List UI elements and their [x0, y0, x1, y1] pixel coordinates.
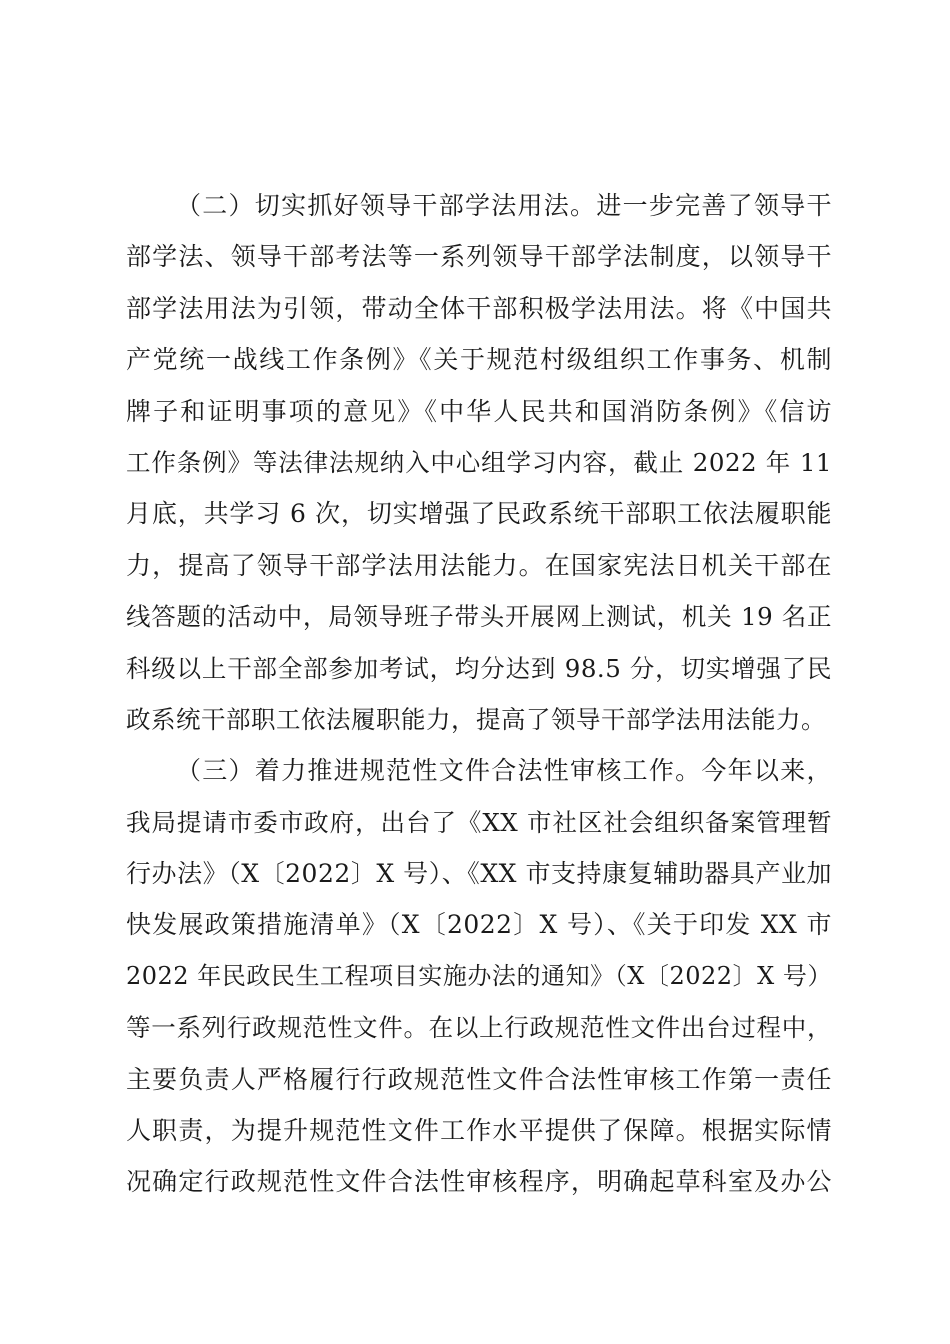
- paragraph-2-line-3: 部学法用法为引领，带动全体干部积极学法用法。将《中国共: [126, 293, 832, 323]
- paragraph-2-line-6: 工作条例》等法律法规纳入中心组学习内容，截止 2022 年 11: [126, 447, 832, 477]
- document-body: [126, 180, 832, 1208]
- paragraph-3-line-7: 主要负责人严格履行行政规范性文件合法性审核工作第一责任: [126, 1064, 832, 1094]
- paragraph-2-line-2: 部学法、领导干部考法等一系列领导干部学法制度，以领导干: [126, 242, 832, 272]
- paragraph-2-line-4: 产党统一战线工作条例》《关于规范村级组织工作事务、机制: [126, 345, 832, 375]
- paragraph-2-line-5: 牌子和证明事项的意见》《中华人民共和国消防条例》《信访: [126, 396, 832, 426]
- paragraph-3-line-9: 况确定行政规范性文件合法性审核程序，明确起草科室及办公: [126, 1167, 832, 1197]
- paragraph-2-line-8: 力，提高了领导干部学法用法能力。在国家宪法日机关干部在: [126, 550, 832, 580]
- paragraph-3-line-1: （三）着力推进规范性文件合法性审核工作。今年以来，: [176, 756, 832, 786]
- paragraph-3-line-5: 2022 年民政民生工程项目实施办法的通知》（X〔2022〕X 号）: [126, 961, 832, 990]
- paragraph-3-line-6: 等一系列行政规范性文件。在以上行政规范性文件出台过程中，: [126, 1013, 832, 1043]
- paragraph-2-line-7: 月底，共学习 6 次，切实增强了民政系统干部职工依法履职能: [126, 499, 832, 529]
- paragraph-3-line-3: 行办法》（X〔2022〕X 号）、《XX 市支持康复辅助器具产业加: [126, 859, 832, 889]
- paragraph-3-line-4: 快发展政策措施清单》（X〔2022〕X 号）、《关于印发 XX 市: [126, 910, 832, 940]
- paragraph-3-line-2: 我局提请市委市政府，出台了《XX 市社区社会组织备案管理暂: [126, 807, 832, 837]
- paragraph-2-line-9: 线答题的活动中，局领导班子带头开展网上测试，机关 19 名正: [126, 602, 832, 632]
- paragraph-3-line-8: 人职责，为提升规范性文件工作水平提供了保障。根据实际情: [126, 1116, 832, 1146]
- paragraph-2-line-10: 科级以上干部全部参加考试，均分达到 98.5 分，切实增强了民: [126, 653, 832, 683]
- paragraph-2-line-11: 政系统干部职工依法履职能力，提高了领导干部学法用法能力。: [126, 704, 826, 734]
- paragraph-2-line-1: （二）切实抓好领导干部学法用法。进一步完善了领导干: [176, 191, 832, 220]
